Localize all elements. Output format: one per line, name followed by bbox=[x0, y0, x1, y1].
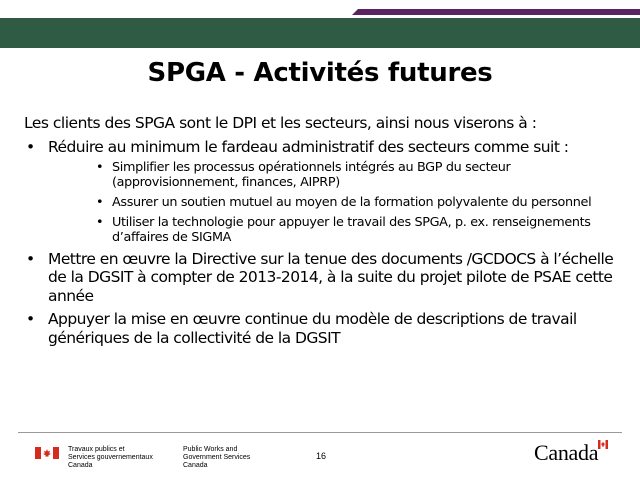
sub-bullet-item bbox=[48, 160, 624, 190]
sub-bullet-text: Assurer un soutien mutuel au moyen de la formation polyvalente du personnel bbox=[112, 194, 592, 210]
intro-text: Les clients des SPGA sont le DPI et les secteurs, ainsi nous viserons à : bbox=[24, 114, 537, 132]
department-name-line: Canada bbox=[183, 462, 208, 469]
sub-bullet-marker: • bbox=[96, 159, 104, 175]
sub-bullet-marker: • bbox=[96, 214, 104, 230]
canada-flag-icon bbox=[35, 447, 59, 459]
department-name-line: Public Works and bbox=[183, 446, 238, 453]
footer-divider bbox=[18, 432, 622, 433]
department-name-line: Services gouvernementaux bbox=[68, 454, 153, 461]
department-name-line: Travaux publics et bbox=[68, 446, 125, 453]
sub-bullet-item bbox=[48, 195, 624, 210]
sub-bullet-marker: • bbox=[96, 194, 104, 210]
banner-purple-stripe bbox=[352, 9, 640, 15]
sub-bullet-list bbox=[48, 160, 624, 245]
bullet-item bbox=[24, 310, 624, 347]
bullet-item bbox=[24, 250, 624, 306]
sub-bullet-item bbox=[48, 215, 624, 245]
department-name-fr bbox=[68, 446, 168, 470]
sub-bullet-text: Simplifier les processus opérationnels intégrés au BGP du secteur (approvisionnement, finances, AIPRP) bbox=[112, 159, 511, 190]
page-number: 16 bbox=[316, 451, 327, 461]
banner-green-band bbox=[0, 18, 640, 48]
slide-body bbox=[24, 114, 624, 347]
slide-title: SPGA - Activités futures bbox=[147, 58, 493, 88]
bullet-marker: • bbox=[26, 249, 35, 268]
department-name-line: Canada bbox=[68, 462, 93, 469]
sub-bullet-text: Utiliser la technologie pour appuyer le travail des SPGA, p. ex. renseignements d’affaires de SIGMA bbox=[112, 214, 591, 245]
bullet-marker: • bbox=[26, 310, 35, 328]
bullet-list bbox=[24, 138, 624, 347]
bullet-text: Mettre en œuvre la Directive sur la tenue des documents /GCDOCS à l’échelle de la DGSIT à compter de 2013-2014, à la suite du projet pilote de PSAE cette année bbox=[48, 249, 614, 305]
bullet-item bbox=[24, 138, 624, 245]
bullet-text: Réduire au minimum le fardeau administratif des secteurs comme suit : bbox=[48, 138, 569, 156]
bullet-text: Appuyer la mise en œuvre continue du modèle de descriptions de travail génériques de la collectivité de la DGSIT bbox=[48, 310, 577, 347]
header-banner bbox=[0, 0, 640, 48]
wordmark-flag-icon bbox=[598, 440, 608, 449]
bullet-marker: • bbox=[26, 138, 35, 156]
department-name-en bbox=[183, 446, 283, 470]
department-name-line: Government Services bbox=[183, 454, 251, 461]
canada-wordmark: Canada bbox=[534, 440, 599, 465]
